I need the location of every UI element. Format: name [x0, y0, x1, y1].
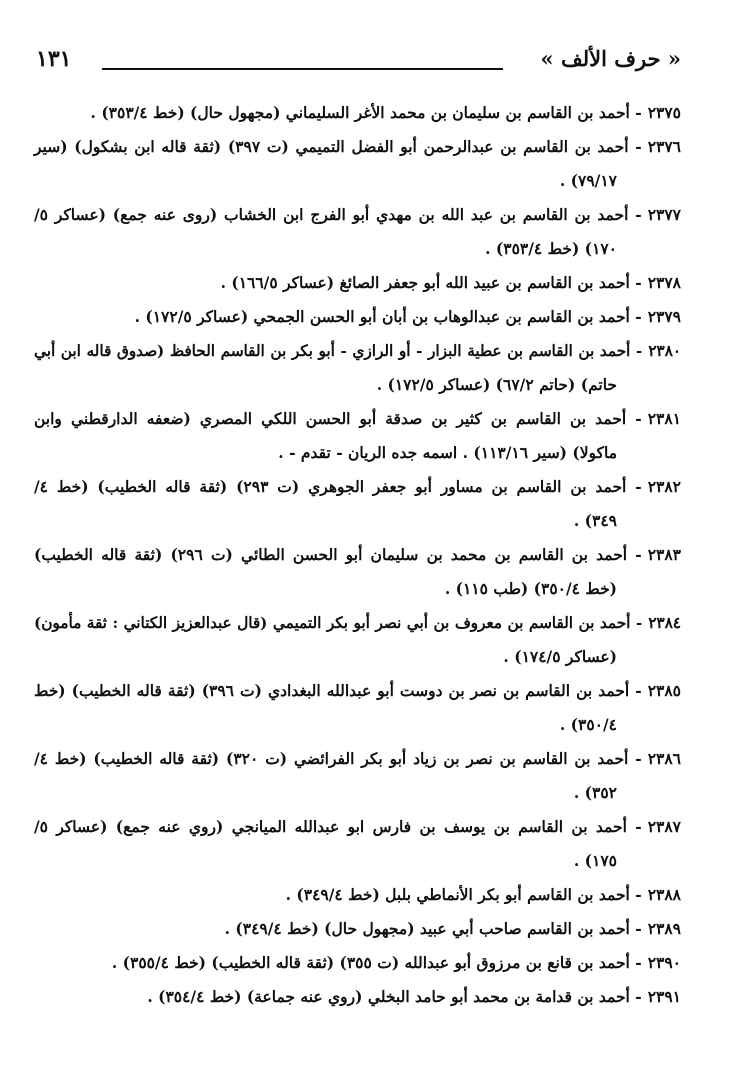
entry-first-line — [34, 198, 681, 232]
entry-text: - أحمد بن القاسم بن عبدالرحمن أبو الفضل التميمي (ت ٣٩٧) (ثقة قاله ابن بشكول) (سير — [34, 137, 642, 156]
entry-first-line — [34, 266, 681, 300]
entry-text: - أحمد بن القاسم بن سليمان بن محمد الأغر السليماني (مجهول حال) (خط ٣٥٣/٤) . — [90, 103, 642, 122]
entry — [34, 946, 681, 980]
entry-text: ٣٥٠/٤) . — [559, 715, 617, 734]
entry-first-line — [34, 96, 681, 130]
entry — [34, 96, 681, 130]
entry-text: حاتم) (حاتم ٦٧/٢) (عساكر ١٧٢/٥) . — [376, 375, 617, 394]
entry-continuation-line — [34, 844, 681, 878]
entry-continuation-line — [34, 640, 681, 674]
entry-number: ٢٣٨٨ — [647, 885, 681, 904]
entry-number: ٢٣٧٧ — [647, 205, 681, 224]
entry-first-line — [34, 878, 681, 912]
entry-first-line — [34, 742, 681, 776]
entry-text: - أحمد بن القاسم بن كثير بن صدقة أبو الحسن اللكي المصري (ضعفه الدارقطني وابن — [34, 409, 642, 428]
entry — [34, 130, 681, 198]
section-title: « حرف الألف » — [540, 46, 681, 71]
entry — [34, 674, 681, 742]
entry-text: ٣٤٩) . — [573, 511, 617, 530]
entry — [34, 606, 681, 674]
entry-text: ١٧٠) (خط ٣٥٣/٤) . — [485, 239, 617, 258]
entry-list — [34, 96, 681, 1014]
entry — [34, 266, 681, 300]
entry-first-line — [34, 912, 681, 946]
entry-number: ٢٣٨١ — [647, 409, 681, 428]
entry-text: - أحمد بن القاسم بن معروف بن أبي نصر أبو بكر التميمي (قال عبدالعزيز الكتاني : ثقة مأمون) — [34, 614, 643, 632]
entry-text: - أحمد بن القاسم بن نصر بن زياد أبو بكر الفرائضي (ت ٣٢٠) (ثقة قاله الخطيب) (خط ٤/ — [34, 749, 642, 768]
entry-text: - أحمد بن القاسم بن يوسف بن فارس ابو عبدالله الميانجي (روي عنه جمع) (عساكر ٥/ — [34, 817, 642, 836]
entry-first-line — [34, 334, 681, 368]
entry-text: - أحمد بن قانع بن مرزوق أبو عبدالله (ت ٣٥٥) (ثقة قاله الخطيب) (خط ٣٥٥/٤) . — [111, 953, 642, 972]
entry-number: ٢٣٨٦ — [647, 749, 681, 768]
entry-number: ٢٣٨٥ — [647, 681, 681, 700]
entry-continuation-line — [34, 504, 681, 538]
entry-number: ٢٣٨٤ — [648, 614, 681, 632]
entry-number: ٢٣٧٨ — [647, 273, 681, 292]
entry-first-line — [34, 810, 681, 844]
entry-first-line — [34, 538, 681, 572]
entry-first-line — [34, 130, 681, 164]
header-rule — [102, 68, 503, 70]
entry — [34, 402, 681, 470]
entry — [34, 878, 681, 912]
entry-continuation-line — [34, 164, 681, 198]
entry-continuation-line — [34, 232, 681, 266]
entry-text: ٧٩/١٧) . — [559, 171, 617, 190]
entry-number: ٢٣٨٣ — [647, 545, 681, 564]
entry-first-line — [34, 980, 681, 1014]
entry-continuation-line — [34, 708, 681, 742]
entry-text: ٣٥٢) . — [573, 783, 617, 802]
entry-number: ٢٣٩١ — [647, 987, 681, 1006]
entry-text: - أحمد بن القاسم بن عبيد الله أبو جعفر الصائغ (عساكر ١٦٦/٥) . — [220, 273, 642, 292]
entry-text: ماكولا) (سير ١١٣/١٦) . اسمه جده الريان - تقدم - . — [278, 443, 617, 462]
entry-text: - أحمد بن القاسم بن عبدالوهاب بن أبان أبو الحسن الجمحي (عساكر ١٧٢/٥) . — [134, 307, 642, 326]
entry-text: - أحمد بن القاسم أبو بكر الأنماطي بلبل (خط ٣٤٩/٤) . — [285, 885, 642, 904]
entry-continuation-line — [34, 436, 681, 470]
entry-text: - أحمد بن القاسم بن عطية البزار - أو الرازي - أبو بكر بن القاسم الحافظ (صدوق قاله ابن أبي — [34, 342, 643, 360]
entry — [34, 980, 681, 1014]
entry-text: - أحمد بن القاسم بن مساور أبو جعفر الجوهري (ت ٢٩٣) (ثقة قاله الخطيب) (خط ٤/ — [34, 477, 642, 496]
entry — [34, 334, 681, 402]
entry-first-line — [34, 402, 681, 436]
entry-text: - أحمد بن القاسم بن عبد الله بن مهدي أبو الفرج ابن الخشاب (روى عنه جمع) (عساكر ٥/ — [34, 205, 642, 224]
entry — [34, 198, 681, 266]
entry-number: ٢٣٧٩ — [647, 307, 681, 326]
entry-number: ٢٣٩٠ — [647, 953, 681, 972]
entry-first-line — [34, 470, 681, 504]
entry — [34, 538, 681, 606]
entry-number: ٢٣٨٩ — [647, 919, 681, 938]
entry-number: ٢٣٨٧ — [647, 817, 681, 836]
entry-text: - أحمد بن القاسم بن محمد بن سليمان أبو الحسن الطائي (ت ٢٩٦) (ثقة قاله الخطيب) — [34, 545, 642, 564]
entry-number: ٢٣٨٢ — [647, 477, 682, 496]
entry-text: - أحمد بن القاسم بن نصر بن دوست أبو عبدالله البغدادي (ت ٣٩٦) (ثقة قاله الخطيب) (خط — [34, 681, 642, 700]
entry-first-line — [34, 674, 681, 708]
page-header — [36, 44, 681, 84]
entry — [34, 810, 681, 878]
entry-text: - أحمد بن القاسم صاحب أبي عبيد (مجهول حال) (خط ٣٤٩/٤) . — [224, 919, 642, 938]
entry-first-line — [34, 606, 681, 640]
entry-first-line — [34, 300, 681, 334]
entry — [34, 742, 681, 810]
entry-text: - أحمد بن قدامة بن محمد أبو حامد البخلي (روي عنه جماعة) (خط ٣٥٤/٤) . — [147, 987, 642, 1006]
entry-text: ١٧٥) . — [573, 851, 617, 870]
entry-text: (خط ٣٥٠/٤) (طب ١١٥) . — [444, 579, 617, 598]
entry — [34, 470, 681, 538]
entry-number: ٢٣٧٦ — [647, 137, 681, 156]
entry-first-line — [34, 946, 681, 980]
entry-number: ٢٣٧٥ — [647, 103, 681, 122]
entry-number: ٢٣٨٠ — [648, 342, 681, 360]
page-number: ١٣١ — [36, 46, 72, 72]
entry-continuation-line — [34, 572, 681, 606]
entry-continuation-line — [34, 776, 681, 810]
entry-text: (عساكر ١٧٤/٥) . — [503, 647, 617, 666]
entry — [34, 300, 681, 334]
entry-continuation-line — [34, 368, 681, 402]
entry — [34, 912, 681, 946]
